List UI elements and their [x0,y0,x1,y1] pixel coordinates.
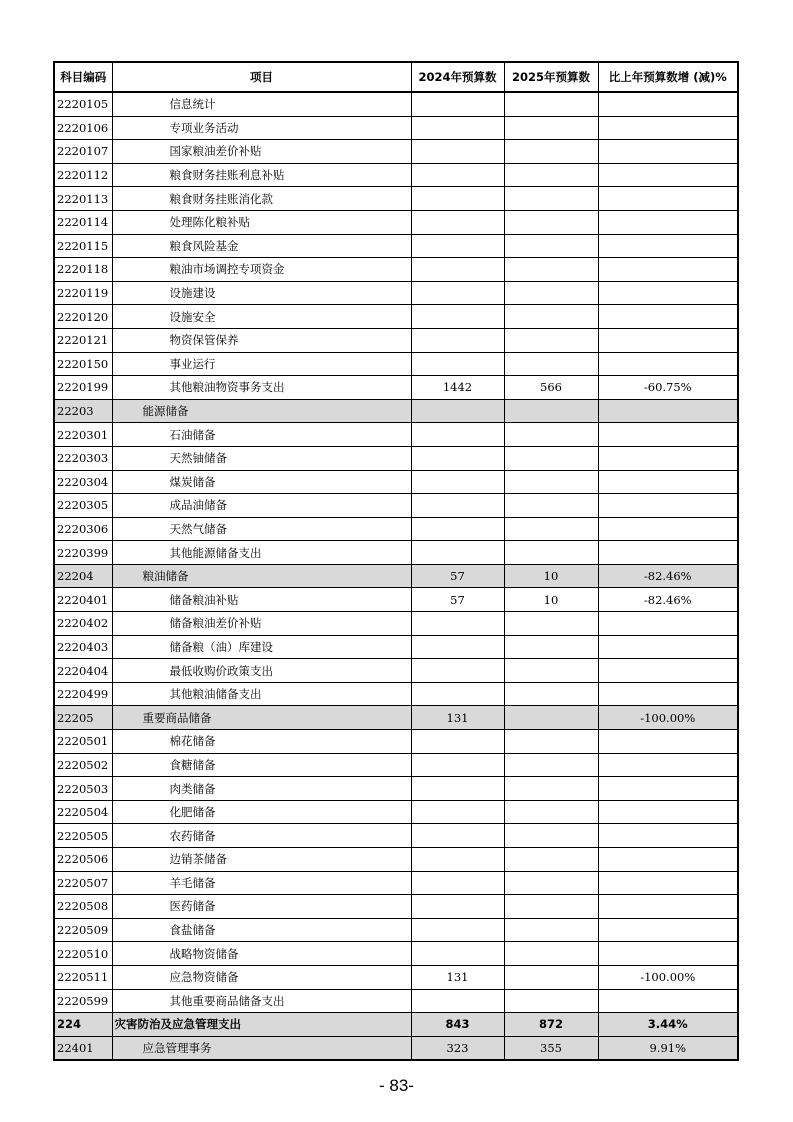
row-change-percent [598,800,738,824]
row-name: 储备粮油差价补贴 [112,612,411,636]
table-row [54,187,738,211]
row-2024-budget [411,399,504,423]
table-row [54,635,738,659]
row-name: 边销茶储备 [112,848,411,872]
table-row [54,895,738,919]
row-code: 2220121 [54,328,112,352]
header-code: 科目编码 [54,62,112,92]
row-2025-budget [504,328,598,352]
row-2025-budget [504,635,598,659]
row-2025-budget [504,942,598,966]
row-name: 灾害防治及应急管理支出 [112,1013,411,1037]
row-2025-budget [504,612,598,636]
row-name: 其他粮油物资事务支出 [112,376,411,400]
table-row [54,234,738,258]
row-2024-budget: 131 [411,706,504,730]
row-2025-budget [504,258,598,282]
row-code: 2220305 [54,494,112,518]
row-name: 国家粮油差价补贴 [112,140,411,164]
row-2025-budget [504,140,598,164]
row-change-percent: 9.91% [598,1036,738,1060]
table-row [54,541,738,565]
row-name: 事业运行 [112,352,411,376]
row-code: 2220112 [54,163,112,187]
table-row [54,848,738,872]
row-2024-budget [411,612,504,636]
row-name: 重要商品储备 [112,706,411,730]
row-code: 2220120 [54,305,112,329]
header-2025-budget: 2025年预算数 [504,62,598,92]
row-name: 棉花储备 [112,730,411,754]
row-code: 2220502 [54,753,112,777]
table-row [54,399,738,423]
row-2024-budget [411,423,504,447]
table-row [54,612,738,636]
row-code: 2220119 [54,281,112,305]
row-change-percent [598,116,738,140]
row-code: 2220150 [54,352,112,376]
row-change-percent: -82.46% [598,564,738,588]
table-row [54,376,738,400]
row-2024-budget: 57 [411,588,504,612]
table-row [54,1036,738,1060]
table-row [54,1013,738,1037]
row-code: 224 [54,1013,112,1037]
row-2025-budget [504,989,598,1013]
table-row [54,305,738,329]
row-name: 成品油储备 [112,494,411,518]
row-2024-budget [411,92,504,116]
row-name: 粮油储备 [112,564,411,588]
row-2025-budget [504,92,598,116]
row-change-percent: -100.00% [598,706,738,730]
table-row [54,258,738,282]
row-code: 2220106 [54,116,112,140]
table-row [54,753,738,777]
row-change-percent [598,659,738,683]
row-2024-budget [411,942,504,966]
row-code: 22205 [54,706,112,730]
row-2024-budget [411,918,504,942]
row-name: 设施建设 [112,281,411,305]
row-code: 2220114 [54,210,112,234]
row-2024-budget [411,824,504,848]
row-name: 处理陈化粮补贴 [112,210,411,234]
row-change-percent [598,140,738,164]
header-name: 项目 [112,62,411,92]
row-2025-budget [504,541,598,565]
row-2025-budget [504,494,598,518]
table-row [54,564,738,588]
row-code: 2220401 [54,588,112,612]
row-code: 2220511 [54,965,112,989]
table-row [54,942,738,966]
row-change-percent: -82.46% [598,588,738,612]
row-name: 煤炭储备 [112,470,411,494]
row-2025-budget [504,187,598,211]
table-row [54,517,738,541]
row-2024-budget [411,258,504,282]
row-name: 食糖储备 [112,753,411,777]
table-row [54,140,738,164]
table-row [54,824,738,848]
row-2024-budget [411,682,504,706]
row-code: 2220105 [54,92,112,116]
row-change-percent [598,848,738,872]
row-change-percent [598,682,738,706]
row-code: 2220303 [54,446,112,470]
row-change-percent [598,305,738,329]
row-2024-budget [411,989,504,1013]
row-2024-budget [411,470,504,494]
row-name: 羊毛储备 [112,871,411,895]
row-2025-budget: 10 [504,588,598,612]
row-name: 粮食财务挂账利息补贴 [112,163,411,187]
row-code: 2220504 [54,800,112,824]
row-2024-budget: 1442 [411,376,504,400]
header-2024-budget: 2024年预算数 [411,62,504,92]
row-2024-budget [411,517,504,541]
row-code: 2220509 [54,918,112,942]
row-name: 农药储备 [112,824,411,848]
row-change-percent [598,281,738,305]
row-2024-budget [411,871,504,895]
row-2025-budget [504,848,598,872]
row-code: 2220402 [54,612,112,636]
row-2024-budget [411,777,504,801]
table-row [54,918,738,942]
row-code: 22401 [54,1036,112,1060]
row-change-percent [598,423,738,447]
row-2024-budget: 323 [411,1036,504,1060]
row-name: 应急管理事务 [112,1036,411,1060]
row-code: 2220505 [54,824,112,848]
row-2025-budget [504,470,598,494]
row-2024-budget [411,352,504,376]
row-2025-budget [504,163,598,187]
row-code: 2220507 [54,871,112,895]
row-2025-budget: 355 [504,1036,598,1060]
row-name: 肉类储备 [112,777,411,801]
row-2024-budget [411,659,504,683]
row-change-percent [598,328,738,352]
row-change-percent [598,541,738,565]
row-2024-budget [411,635,504,659]
row-2025-budget [504,659,598,683]
row-code: 2220304 [54,470,112,494]
row-2025-budget [504,399,598,423]
row-code: 2220118 [54,258,112,282]
row-2025-budget [504,423,598,447]
row-2024-budget [411,446,504,470]
row-name: 能源储备 [112,399,411,423]
row-2024-budget [411,234,504,258]
row-2025-budget [504,871,598,895]
row-code: 2220115 [54,234,112,258]
row-2024-budget [411,305,504,329]
row-2025-budget [504,682,598,706]
row-name: 物资保管保养 [112,328,411,352]
header-row [54,62,738,92]
row-2025-budget: 10 [504,564,598,588]
table-row [54,116,738,140]
row-2025-budget [504,234,598,258]
table-row [54,494,738,518]
row-change-percent [598,399,738,423]
row-code: 22203 [54,399,112,423]
row-name: 医药储备 [112,895,411,919]
row-2025-budget [504,352,598,376]
row-change-percent [598,918,738,942]
row-2024-budget [411,541,504,565]
row-name: 战略物资储备 [112,942,411,966]
table-row [54,352,738,376]
row-name: 储备粮（油）库建设 [112,635,411,659]
row-change-percent [598,494,738,518]
row-2025-budget [504,281,598,305]
table-row [54,210,738,234]
row-2024-budget [411,187,504,211]
table-header [54,62,738,92]
row-change-percent [598,871,738,895]
row-change-percent [598,635,738,659]
row-2024-budget [411,163,504,187]
page-number: - 83- [379,1076,414,1095]
row-code: 2220599 [54,989,112,1013]
row-change-percent [598,258,738,282]
row-2025-budget [504,965,598,989]
row-name: 专项业务活动 [112,116,411,140]
row-change-percent: 3.44% [598,1013,738,1037]
budget-table [53,61,739,1061]
table-row [54,989,738,1013]
row-code: 2220199 [54,376,112,400]
row-name: 信息统计 [112,92,411,116]
row-code: 2220404 [54,659,112,683]
row-change-percent: -60.75% [598,376,738,400]
row-change-percent [598,517,738,541]
row-change-percent [598,234,738,258]
row-2024-budget [411,753,504,777]
row-change-percent [598,824,738,848]
row-code: 2220301 [54,423,112,447]
table-row [54,659,738,683]
row-2025-budget: 566 [504,376,598,400]
table-row [54,730,738,754]
table-row [54,588,738,612]
row-2025-budget [504,446,598,470]
row-change-percent [598,612,738,636]
table-row [54,682,738,706]
row-code: 2220403 [54,635,112,659]
row-2024-budget: 57 [411,564,504,588]
row-name: 其他粮油储备支出 [112,682,411,706]
row-change-percent [598,210,738,234]
row-change-percent [598,730,738,754]
row-2024-budget [411,895,504,919]
table-row [54,446,738,470]
row-2025-budget [504,730,598,754]
row-name: 天然铀储备 [112,446,411,470]
row-change-percent [598,753,738,777]
row-name: 储备粮油补贴 [112,588,411,612]
row-2025-budget [504,824,598,848]
row-2024-budget [411,140,504,164]
row-code: 2220503 [54,777,112,801]
row-change-percent [598,470,738,494]
row-change-percent [598,989,738,1013]
row-name: 粮食财务挂账消化款 [112,187,411,211]
row-2024-budget [411,730,504,754]
header-change-percent: 比上年预算数增 (减)% [598,62,738,92]
table-row [54,423,738,447]
row-code: 22204 [54,564,112,588]
table-row [54,706,738,730]
row-name: 粮食风险基金 [112,234,411,258]
row-name: 天然气储备 [112,517,411,541]
row-name: 其他重要商品储备支出 [112,989,411,1013]
row-change-percent [598,92,738,116]
row-code: 2220107 [54,140,112,164]
row-name: 最低收购价政策支出 [112,659,411,683]
row-2025-budget [504,777,598,801]
row-2024-budget [411,800,504,824]
table-row [54,777,738,801]
table-row [54,800,738,824]
row-2024-budget [411,210,504,234]
row-name: 石油储备 [112,423,411,447]
table-row [54,92,738,116]
row-change-percent [598,942,738,966]
row-2025-budget [504,753,598,777]
row-2025-budget [504,517,598,541]
row-name: 化肥储备 [112,800,411,824]
row-name: 其他能源储备支出 [112,541,411,565]
row-change-percent [598,187,738,211]
row-name: 应急物资储备 [112,965,411,989]
row-code: 2220306 [54,517,112,541]
row-2025-budget [504,210,598,234]
row-2024-budget [411,281,504,305]
row-2025-budget [504,918,598,942]
row-2025-budget [504,706,598,730]
row-code: 2220499 [54,682,112,706]
row-code: 2220506 [54,848,112,872]
row-code: 2220510 [54,942,112,966]
row-name: 粮油市场调控专项资金 [112,258,411,282]
row-code: 2220508 [54,895,112,919]
row-2025-budget [504,800,598,824]
row-change-percent [598,163,738,187]
row-2025-budget [504,116,598,140]
row-2024-budget [411,328,504,352]
row-change-percent [598,895,738,919]
row-2024-budget: 131 [411,965,504,989]
row-2024-budget [411,848,504,872]
row-change-percent [598,777,738,801]
table-row [54,163,738,187]
row-change-percent [598,446,738,470]
row-2025-budget [504,895,598,919]
row-2025-budget: 872 [504,1013,598,1037]
row-2024-budget [411,116,504,140]
row-code: 2220501 [54,730,112,754]
table-row [54,871,738,895]
table-row [54,965,738,989]
row-2025-budget [504,305,598,329]
row-code: 2220113 [54,187,112,211]
row-2024-budget [411,494,504,518]
row-name: 设施安全 [112,305,411,329]
row-change-percent: -100.00% [598,965,738,989]
row-name: 食盐储备 [112,918,411,942]
table-row [54,470,738,494]
row-2024-budget: 843 [411,1013,504,1037]
row-change-percent [598,352,738,376]
table-row [54,281,738,305]
row-code: 2220399 [54,541,112,565]
table-body [54,92,738,1060]
table-row [54,328,738,352]
